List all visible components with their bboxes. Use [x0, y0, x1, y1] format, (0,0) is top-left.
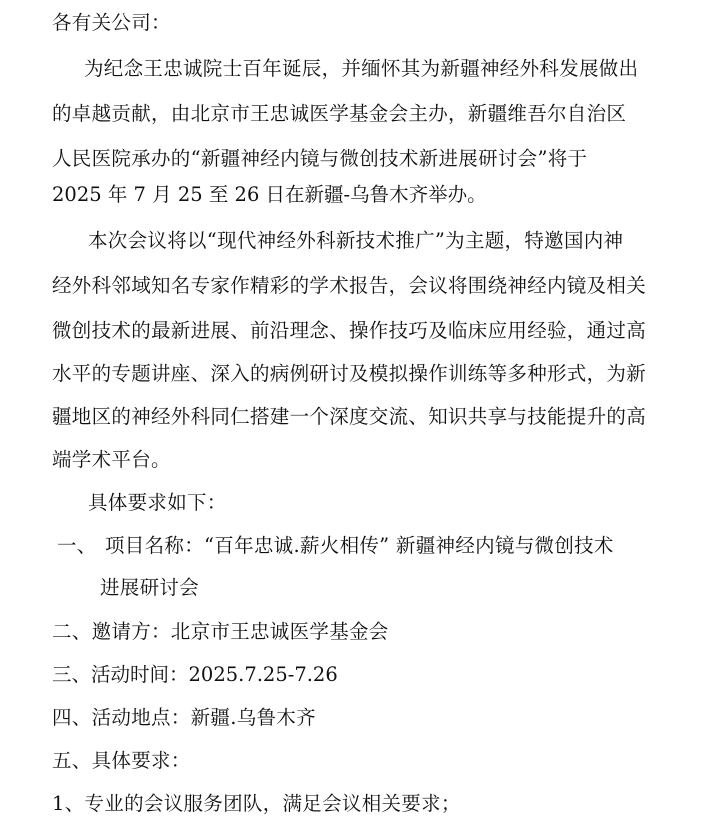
requirements-intro: 具体要求如下： [88, 491, 227, 514]
item-3: 三、活动时间：2025.7.25-7.26 [52, 663, 338, 686]
item-6: 1、专业的会议服务团队，满足会议相关要求； [52, 792, 461, 815]
para1-line2: 的卓越贡献，由北京市王忠诚医学基金会主办，新疆维吾尔自治区 [52, 102, 627, 125]
item-1-text: 项目名称：“百年忠诚.薪火相传” 新疆神经内镜与微创技术 [105, 534, 614, 557]
para1-line3: 人民医院承办的“新疆神经内镜与微创技术新进展研讨会”将于 [52, 147, 588, 170]
item-4: 四、活动地点：新疆.乌鲁木齐 [52, 706, 316, 729]
item-5: 五、具体要求： [52, 749, 191, 772]
para2-line6: 端学术平台。 [52, 448, 171, 471]
para1-line4: 2025 年 7 月 25 至 26 日在新疆-乌鲁木齐举办。 [52, 183, 487, 206]
para2-line2: 经外科邻域知名专家作精彩的学术报告，会议将围绕神经内镜及相关 [52, 274, 647, 297]
item-2: 二、邀请方：北京市王忠诚医学基金会 [52, 620, 389, 643]
para2-line3: 微创技术的最新进展、前沿理念、操作技巧及临床应用经验，通过高 [52, 319, 647, 342]
para2-line1: 本次会议将以“现代神经外科新技术推广”为主题，特邀国内神 [88, 229, 624, 252]
salutation: 各有关公司： [52, 11, 171, 34]
para1-line1: 为纪念王忠诚院士百年诞辰，并缅怀其为新疆神经外科发展做出 [84, 57, 639, 80]
para2-line4: 水平的专题讲座、深入的病例研讨及模拟操作训练等多种形式，为新 [52, 362, 647, 385]
item-1-continuation: 进展研讨会 [100, 576, 200, 599]
item-1-number: 一、 [57, 534, 97, 557]
para2-line5: 疆地区的神经外科同仁搭建一个深度交流、知识共享与技能提升的高 [52, 405, 647, 428]
